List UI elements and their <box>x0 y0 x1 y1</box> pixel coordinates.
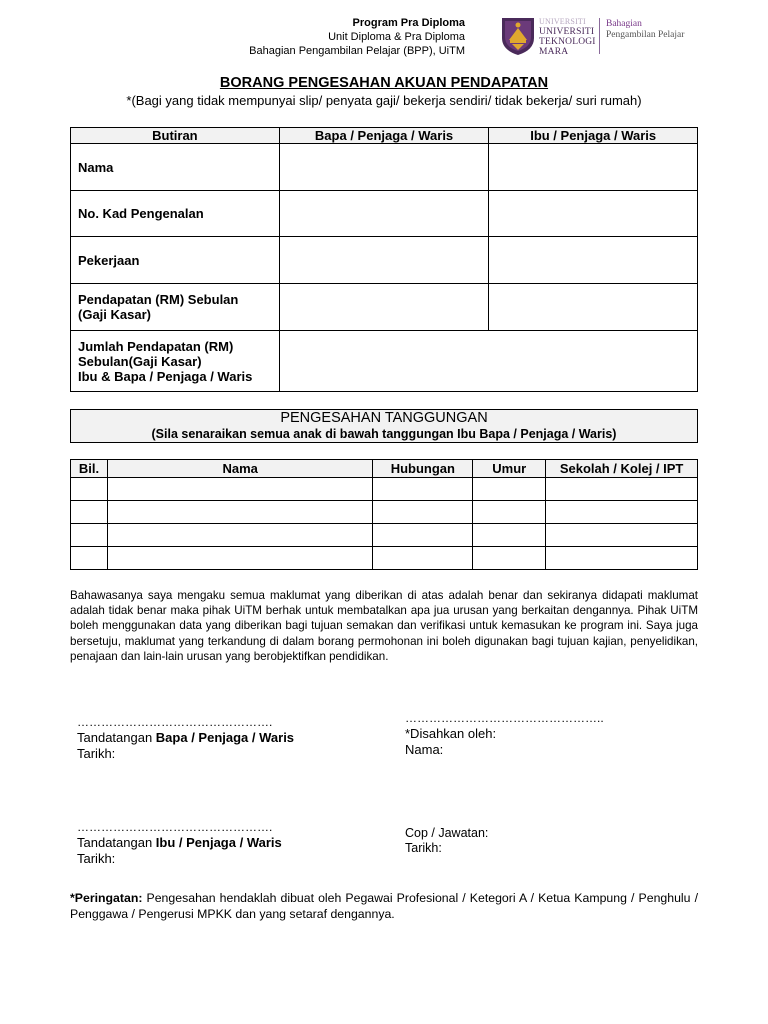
father-occupation-field[interactable] <box>279 237 489 284</box>
table-row <box>71 547 698 570</box>
dependents-table-header <box>71 460 698 478</box>
father-ic-field[interactable] <box>279 191 489 237</box>
label-occupation: Pekerjaan <box>71 237 280 284</box>
sekolah-cell[interactable] <box>546 524 698 547</box>
logo-divider <box>599 18 600 54</box>
university-name: UNIVERSITI UNIVERSITI TEKNOLOGI MARA <box>539 17 596 57</box>
verifier-name-label: Nama: <box>405 742 444 757</box>
department-name: Bahagian Pengambilan Pelajar (BPP), UiTM <box>249 45 465 57</box>
verifier-signature-line[interactable]: ………………………………………….. <box>405 711 604 725</box>
mother-signature-label: Tandatangan Ibu / Penjaga / Waris <box>77 835 282 850</box>
father-signature-block <box>77 714 294 762</box>
sekolah-cell[interactable] <box>546 478 698 501</box>
mother-name-field[interactable] <box>489 144 698 191</box>
row-income <box>71 284 698 331</box>
col-hubungan: Hubungan <box>373 460 473 478</box>
row-occupation <box>71 237 698 284</box>
stamp-label: Cop / Jawatan: <box>405 826 489 840</box>
row-name <box>71 144 698 191</box>
bil-cell[interactable] <box>71 478 108 501</box>
dependents-section-header <box>70 409 698 443</box>
bil-cell[interactable] <box>71 524 108 547</box>
umur-cell[interactable] <box>473 524 546 547</box>
mother-ic-field[interactable] <box>489 191 698 237</box>
father-signature-line[interactable]: …………………………………………. <box>77 715 273 729</box>
warning-text: Pengesahan hendaklah dibuat oleh Pegawai Profesional / Ketegori A / Ketua Kampung / Penghulu / Penggawa / Pengerusi MPKK dan yang setaraf dengannya. <box>70 891 698 921</box>
father-signature-label: Tandatangan Bapa / Penjaga / Waris <box>77 730 295 745</box>
mother-occupation-field[interactable] <box>489 237 698 284</box>
hubungan-cell[interactable] <box>373 547 473 570</box>
mother-income-field[interactable] <box>489 284 698 331</box>
declaration-text: Bahawasanya saya mengaku semua maklumat yang diberikan di atas adalah benar dan sekiranya didapati maklumat adalah tidak benar maka pihak UiTM berhak untuk membatalkan apa jua urusan yang berkaitan dengannya. Pihak UiTM boleh menggunakan data yang diberikan bagi tujuan semakan dan verifikasi untuk kemasukan ke program ini. Saya juga bersetuju, maklumat yang terkandung di dalam borang permohonan ini boleh digunakan bagi tujuan kajian, penyelidikan, penajaan dan lain-lain urusan yang berobjektifkan pendidikan. <box>70 589 698 663</box>
nama-cell[interactable] <box>107 524 372 547</box>
dependents-subtitle: (Sila senaraikan semua anak di bawah tanggungan Ibu Bapa / Penjaga / Waris) <box>151 427 617 441</box>
stamp-date-label: Tarikh: <box>405 841 442 855</box>
uitm-logo <box>500 16 700 58</box>
label-name: Nama <box>71 144 280 191</box>
mother-date-label: Tarikh: <box>77 851 116 866</box>
unit-name: Unit Diploma & Pra Diploma <box>328 31 465 43</box>
income-table-header <box>71 128 698 144</box>
mother-signature-line[interactable]: …………………………………………. <box>77 820 273 834</box>
father-income-field[interactable] <box>279 284 489 331</box>
umur-cell[interactable] <box>473 501 546 524</box>
verifier-block <box>405 710 604 758</box>
father-name-field[interactable] <box>279 144 489 191</box>
col-mother: Ibu / Penjaga / Waris <box>489 128 698 144</box>
uitm-crest-icon <box>500 16 536 56</box>
hubungan-cell[interactable] <box>373 524 473 547</box>
dependents-table <box>70 459 698 570</box>
dependents-title: PENGESAHAN TANGGUNGAN <box>280 410 488 426</box>
nama-cell[interactable] <box>107 478 372 501</box>
row-ic <box>71 191 698 237</box>
col-sekolah: Sekolah / Kolej / IPT <box>546 460 698 478</box>
col-father: Bapa / Penjaga / Waris <box>279 128 489 144</box>
bil-cell[interactable] <box>71 547 108 570</box>
nama-cell[interactable] <box>107 501 372 524</box>
stamp-block <box>405 826 488 856</box>
col-butiran: Butiran <box>71 128 280 144</box>
col-nama: Nama <box>107 460 372 478</box>
umur-cell[interactable] <box>473 478 546 501</box>
hubungan-cell[interactable] <box>373 478 473 501</box>
total-income-field[interactable] <box>279 331 697 392</box>
bil-cell[interactable] <box>71 501 108 524</box>
form-title: BORANG PENGESAHAN AKUAN PENDAPATAN <box>219 75 549 91</box>
table-row <box>71 524 698 547</box>
verified-by-label: *Disahkan oleh: <box>405 726 497 741</box>
col-bil: Bil. <box>71 460 108 478</box>
col-umur: Umur <box>473 460 546 478</box>
program-name: Program Pra Diploma <box>352 17 465 29</box>
hubungan-cell[interactable] <box>373 501 473 524</box>
header-text <box>249 16 465 58</box>
umur-cell[interactable] <box>473 547 546 570</box>
nama-cell[interactable] <box>107 547 372 570</box>
label-income: Pendapatan (RM) Sebulan (Gaji Kasar) <box>71 284 280 331</box>
label-total-income: Jumlah Pendapatan (RM) Sebulan(Gaji Kasar) Ibu & Bapa / Penjaga / Waris <box>71 331 280 392</box>
table-row <box>71 478 698 501</box>
warning-label: *Peringatan: <box>70 891 143 905</box>
income-table <box>70 127 698 392</box>
row-total-income <box>71 331 698 392</box>
bpp-name: Bahagian Pengambilan Pelajar <box>606 19 685 40</box>
sekolah-cell[interactable] <box>546 501 698 524</box>
table-row <box>71 501 698 524</box>
mother-signature-block <box>77 819 282 867</box>
warning-note <box>70 890 698 922</box>
father-date-label: Tarikh: <box>77 746 116 761</box>
sekolah-cell[interactable] <box>546 547 698 570</box>
label-ic: No. Kad Pengenalan <box>71 191 280 237</box>
form-subtitle: *(Bagi yang tidak mempunyai slip/ penyata gaji/ bekerja sendiri/ tidak bekerja/ suri rumah) <box>126 93 642 108</box>
